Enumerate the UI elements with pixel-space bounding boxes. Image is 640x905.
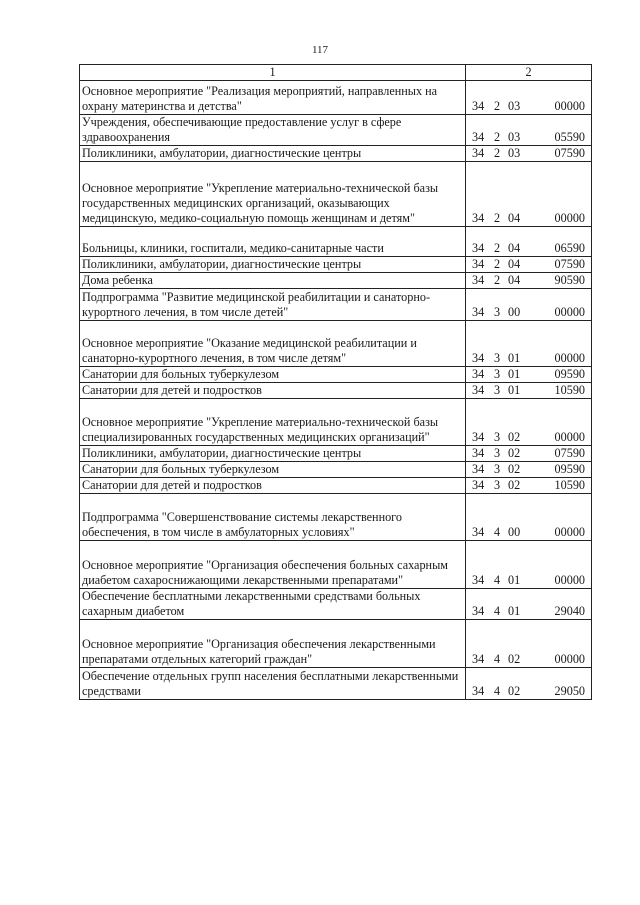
code-program: 34 — [472, 130, 485, 144]
code-direction: 05590 — [554, 130, 585, 144]
row-name: Больницы, клиники, госпитали, медико-санитарные части — [80, 227, 466, 257]
row-name: Санатории для детей и подростков — [80, 478, 466, 494]
code-event: 01 — [508, 383, 521, 397]
row-code — [466, 478, 592, 494]
table-row — [80, 589, 592, 620]
code-subprogram: 3 — [494, 446, 501, 460]
row-code — [466, 620, 592, 668]
code-program: 34 — [472, 273, 485, 287]
code-event: 01 — [508, 573, 521, 587]
row-name: Санатории для детей и подростков — [80, 383, 466, 399]
table-row — [80, 668, 592, 700]
code-subprogram: 3 — [494, 351, 501, 365]
row-code — [466, 146, 592, 162]
code-event: 00 — [508, 305, 521, 319]
table-row — [80, 81, 592, 115]
row-code — [466, 494, 592, 541]
code-event: 02 — [508, 430, 521, 444]
code-event: 03 — [508, 146, 521, 160]
code-program: 34 — [472, 684, 485, 698]
code-program: 34 — [472, 525, 485, 539]
code-program: 34 — [472, 604, 485, 618]
row-name: Поликлиники, амбулатории, диагностические центры — [80, 146, 466, 162]
row-name: Поликлиники, амбулатории, диагностические центры — [80, 257, 466, 273]
code-direction: 00000 — [554, 99, 585, 113]
header-column-1: 1 — [80, 65, 466, 81]
row-name: Основное мероприятие "Реализация мероприятий, направленных на охрану материнства и детства" — [80, 81, 466, 115]
page-number: 117 — [311, 44, 329, 56]
row-name: Основное мероприятие "Укрепление материально-технической базы специализированных государственных медицинских организаций" — [80, 399, 466, 446]
row-code — [466, 383, 592, 399]
code-direction: 10590 — [554, 478, 585, 492]
code-direction: 09590 — [554, 367, 585, 381]
code-subprogram: 4 — [494, 573, 501, 587]
code-program: 34 — [472, 383, 485, 397]
code-subprogram: 3 — [494, 462, 501, 476]
code-program: 34 — [472, 367, 485, 381]
code-direction: 07590 — [554, 146, 585, 160]
row-code — [466, 257, 592, 273]
code-direction: 06590 — [554, 241, 585, 255]
code-program: 34 — [472, 430, 485, 444]
code-event: 01 — [508, 351, 521, 365]
code-direction: 00000 — [554, 211, 585, 225]
row-name: Обеспечение отдельных групп населения бесплатными лекарственными средствами — [80, 668, 466, 700]
table-row — [80, 541, 592, 589]
code-program: 34 — [472, 305, 485, 319]
code-event: 02 — [508, 478, 521, 492]
code-program: 34 — [472, 462, 485, 476]
code-program: 34 — [472, 446, 485, 460]
row-name: Санатории для больных туберкулезом — [80, 462, 466, 478]
table-row — [80, 462, 592, 478]
row-code — [466, 289, 592, 321]
row-name: Основное мероприятие "Оказание медицинской реабилитации и санаторно-курортного лечения, в том числе детям" — [80, 321, 466, 367]
row-code — [466, 81, 592, 115]
code-subprogram: 3 — [494, 383, 501, 397]
budget-classification-table — [79, 64, 592, 700]
row-name: Поликлиники, амбулатории, диагностические центры — [80, 446, 466, 462]
row-code — [466, 273, 592, 289]
code-event: 04 — [508, 211, 521, 225]
row-code — [466, 589, 592, 620]
code-subprogram: 2 — [494, 257, 501, 271]
table-row — [80, 494, 592, 541]
row-name: Основное мероприятие "Организация обеспечения больных сахарным диабетом сахароснижающими лекарственными препаратами" — [80, 541, 466, 589]
row-code — [466, 446, 592, 462]
code-event: 04 — [508, 273, 521, 287]
table-row — [80, 383, 592, 399]
code-program: 34 — [472, 478, 485, 492]
code-subprogram: 2 — [494, 130, 501, 144]
code-event: 04 — [508, 257, 521, 271]
row-name: Подпрограмма "Совершенствование системы лекарственного обеспечения, в том числе в амбулаторных условиях" — [80, 494, 466, 541]
code-program: 34 — [472, 652, 485, 666]
row-name: Подпрограмма "Развитие медицинской реабилитации и санаторно-курортного лечения, в том числе детей" — [80, 289, 466, 321]
table-row — [80, 367, 592, 383]
code-direction: 00000 — [554, 573, 585, 587]
code-direction: 29040 — [554, 604, 585, 618]
row-name: Дома ребенка — [80, 273, 466, 289]
code-program: 34 — [472, 573, 485, 587]
row-code — [466, 227, 592, 257]
code-direction: 00000 — [554, 652, 585, 666]
code-subprogram: 3 — [494, 430, 501, 444]
code-program: 34 — [472, 257, 485, 271]
row-name: Основное мероприятие "Укрепление материально-технической базы государственных медицинских организаций, оказывающих медицинскую, медико-социальную помощь женщинам и детям" — [80, 162, 466, 227]
code-event: 02 — [508, 652, 521, 666]
table-header-row — [80, 65, 592, 81]
code-subprogram: 2 — [494, 146, 501, 160]
code-subprogram: 2 — [494, 241, 501, 255]
code-event: 01 — [508, 604, 521, 618]
row-code — [466, 162, 592, 227]
code-event: 01 — [508, 367, 521, 381]
code-direction: 07590 — [554, 446, 585, 460]
row-code — [466, 462, 592, 478]
code-program: 34 — [472, 351, 485, 365]
code-direction: 00000 — [554, 525, 585, 539]
table-row — [80, 162, 592, 227]
code-subprogram: 2 — [494, 273, 501, 287]
table-row — [80, 289, 592, 321]
table-row — [80, 227, 592, 257]
code-direction: 09590 — [554, 462, 585, 476]
code-program: 34 — [472, 99, 485, 113]
code-subprogram: 3 — [494, 305, 501, 319]
header-column-2: 2 — [466, 65, 592, 81]
code-program: 34 — [472, 211, 485, 225]
table-row — [80, 446, 592, 462]
code-program: 34 — [472, 146, 485, 160]
table-row — [80, 620, 592, 668]
table-row — [80, 273, 592, 289]
table-row — [80, 115, 592, 146]
code-direction: 00000 — [554, 351, 585, 365]
table-row — [80, 257, 592, 273]
code-subprogram: 2 — [494, 211, 501, 225]
row-name: Санатории для больных туберкулезом — [80, 367, 466, 383]
code-direction: 10590 — [554, 383, 585, 397]
table-row — [80, 399, 592, 446]
row-code — [466, 367, 592, 383]
code-subprogram: 4 — [494, 684, 501, 698]
code-event: 03 — [508, 130, 521, 144]
row-code — [466, 321, 592, 367]
code-event: 02 — [508, 462, 521, 476]
row-name: Обеспечение бесплатными лекарственными средствами больных сахарным диабетом — [80, 589, 466, 620]
code-event: 03 — [508, 99, 521, 113]
code-direction: 00000 — [554, 430, 585, 444]
table-row — [80, 146, 592, 162]
row-code — [466, 541, 592, 589]
row-name: Учреждения, обеспечивающие предоставление услуг в сфере здравоохранения — [80, 115, 466, 146]
code-direction: 29050 — [554, 684, 585, 698]
code-direction: 00000 — [554, 305, 585, 319]
code-event: 02 — [508, 684, 521, 698]
code-event: 00 — [508, 525, 521, 539]
code-direction: 90590 — [554, 273, 585, 287]
code-subprogram: 4 — [494, 525, 501, 539]
code-subprogram: 3 — [494, 367, 501, 381]
code-direction: 07590 — [554, 257, 585, 271]
code-subprogram: 2 — [494, 99, 501, 113]
code-subprogram: 4 — [494, 604, 501, 618]
code-event: 04 — [508, 241, 521, 255]
code-subprogram: 4 — [494, 652, 501, 666]
code-event: 02 — [508, 446, 521, 460]
row-code — [466, 668, 592, 700]
code-subprogram: 3 — [494, 478, 501, 492]
code-program: 34 — [472, 241, 485, 255]
table-row — [80, 321, 592, 367]
row-name: Основное мероприятие "Организация обеспечения лекарственными препаратами отдельных категорий граждан" — [80, 620, 466, 668]
row-code — [466, 115, 592, 146]
row-code — [466, 399, 592, 446]
table-row — [80, 478, 592, 494]
